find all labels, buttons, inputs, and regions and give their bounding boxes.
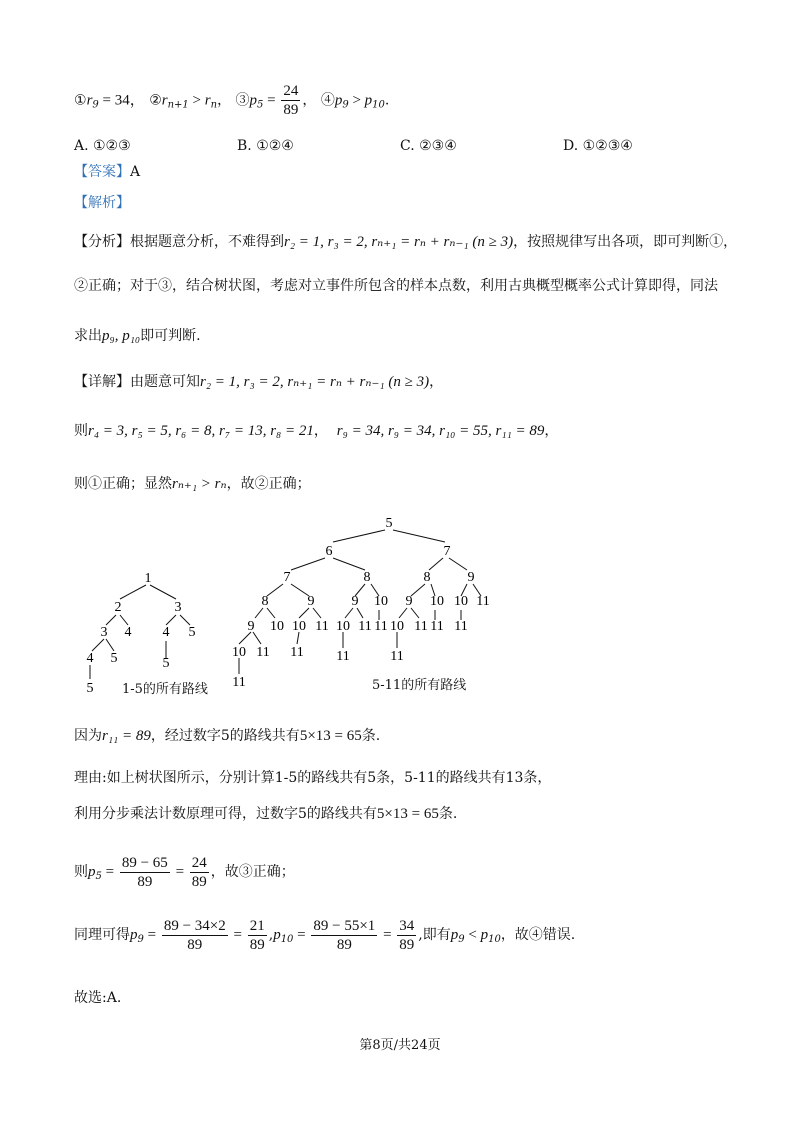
tree-node: 8 (423, 570, 431, 585)
tree-node: 11 (315, 619, 329, 634)
fraction: $\frac{24}{89}$ (283, 83, 299, 118)
tree-node: 7 (283, 570, 291, 585)
tree-node: 10 (374, 594, 388, 609)
tree-node: 11 (430, 619, 444, 634)
tree-node: 2 (114, 600, 122, 615)
option-a: A. ①②③ (74, 138, 131, 154)
tree-node: 10 (390, 619, 404, 634)
tree-node: 11 (390, 649, 404, 664)
page-footer: 第8页/共24页 (359, 1038, 441, 1053)
analysis-line-2: ②正确；对于③，结合树状图，考虑对立事件所包含的样本点数，利用古典概型概率公式计算即得，同法 (74, 278, 718, 294)
option-d: D. ①②③④ (563, 138, 633, 154)
reason-line-2: 利用分步乘法计数原理可得，过数字5的路线共有5×13 = 65条. (74, 806, 458, 822)
fraction: $\frac{21}{89}$ (249, 917, 265, 953)
tree-node: 5 (385, 516, 393, 531)
choice-line: 故选:A. (74, 990, 122, 1006)
tree-node: 11 (476, 594, 490, 609)
circled-3: ③ (235, 92, 250, 109)
circled-2: ② (149, 92, 162, 109)
p9-line: 同理可得$p_9$ = $\frac{89 - 34\times 2}{89}$ = $\frac{21}{89}$ $,p_{10}$ = $\frac{89 - 55\times 1}{89}$ = $\frac{34}{89}$ ,即有$p_9 < p_{10}$，故④错误. (74, 917, 576, 953)
tree-diagram-5-11 (225, 512, 500, 692)
tree-node: 5 (188, 625, 196, 640)
fraction: $\frac{89 - 55\times 1}{89}$ (313, 917, 376, 953)
tree-node: 8 (261, 594, 269, 609)
tree-node: 11 (256, 645, 270, 660)
tree-node: 10 (232, 645, 246, 660)
tree-node: 9 (467, 570, 475, 585)
tree-node: 11 (454, 619, 468, 634)
fraction: $\frac{34}{89}$ (399, 917, 415, 953)
tree-right-caption: 5-11的所有路线 (372, 678, 467, 693)
tree-node: 5 (110, 651, 118, 666)
tree-node: 6 (325, 544, 333, 559)
circled-1: ① (74, 92, 87, 109)
tree-node: 4 (124, 625, 132, 640)
tree-node: 11 (336, 649, 350, 664)
tree-node: 9 (351, 594, 359, 609)
fraction: $\frac{89 - 34\times 2}{89}$ (163, 917, 226, 953)
tree-node: 11 (374, 619, 388, 634)
answer-value: A (130, 164, 141, 180)
tree-node: 9 (247, 619, 255, 634)
tree-node: 9 (405, 594, 413, 609)
answer-tag: 【答案】 (74, 164, 130, 180)
tree-node: 3 (100, 625, 108, 640)
tree-node: 5 (86, 681, 94, 696)
reason-line-1: 理由:如上树状图所示，分别计算1-5的路线共有5条，5-11的路线共有13条， (74, 770, 552, 786)
tree-node: 10 (292, 619, 306, 634)
tree-node: 11 (414, 619, 428, 634)
statement-line: $①r_9 = 34$， $②r_{n+1} > r_n$， $③p_5$ = $\frac{24}{89}$ ， $④p_9 > p_{10}$. (74, 83, 390, 118)
because-line: 因为r₁₁ = 89，经过数字5的路线共有5×13 = 65条. (74, 728, 381, 744)
tree-node: 10 (336, 619, 350, 634)
jiexi-tag: 【解析】 (74, 195, 130, 211)
tree-node: 10 (454, 594, 468, 609)
analysis-line-1: 【分析】根据题意分析，不难得到r₂ = 1, r₃ = 2, rₙ₊₁ = rₙ + rₙ₋₁ (n ≥ 3)，按照规律写出各项，即可判断①， (74, 234, 738, 250)
tree-node: 4 (86, 651, 94, 666)
tree-node: 4 (162, 625, 170, 640)
circled-4: ④ (320, 92, 335, 109)
tree-node: 11 (290, 645, 304, 660)
tree-node: 8 (363, 570, 371, 585)
detail-line-3: 则①正确；显然rₙ₊₁ > rₙ，故②正确； (74, 476, 311, 492)
analysis-line-3: 求出p₉, p₁₀即可判断. (74, 328, 201, 344)
answer-line (74, 162, 140, 182)
tree-node: 10 (270, 619, 284, 634)
tree-node: 11 (358, 619, 372, 634)
tree-node: 1 (144, 571, 152, 586)
detail-line-2: 则r₄ = 3, r₅ = 5, r₆ = 8, r₇ = 13, r₈ = 21， r₉ = 34, r₉ = 34, r₁₀ = 55, r₁₁ = 89， (74, 423, 559, 439)
tree-left-caption: 1-5的所有路线 (122, 682, 208, 697)
detail-line-1: 【详解】由题意可知r₂ = 1, r₃ = 2, rₙ₊₁ = rₙ + rₙ₋₁ (n ≥ 3)， (74, 374, 444, 390)
tree-node: 5 (162, 656, 170, 671)
tree-node: 3 (174, 600, 182, 615)
tree-node: 7 (443, 544, 451, 559)
fraction: $\frac{89 - 65}{89}$ (121, 854, 168, 890)
tree-node: 9 (307, 594, 315, 609)
option-b: B. ①②④ (237, 138, 294, 154)
tree-node: 10 (430, 594, 444, 609)
tree-node: 11 (232, 675, 246, 690)
option-c: C. ②③④ (400, 138, 457, 154)
fraction: $\frac{24}{89}$ (191, 854, 207, 890)
p5-line: 则$p_5$ = $\frac{89 - 65}{89}$ = $\frac{24}{89}$ ，故③正确； (74, 854, 295, 890)
